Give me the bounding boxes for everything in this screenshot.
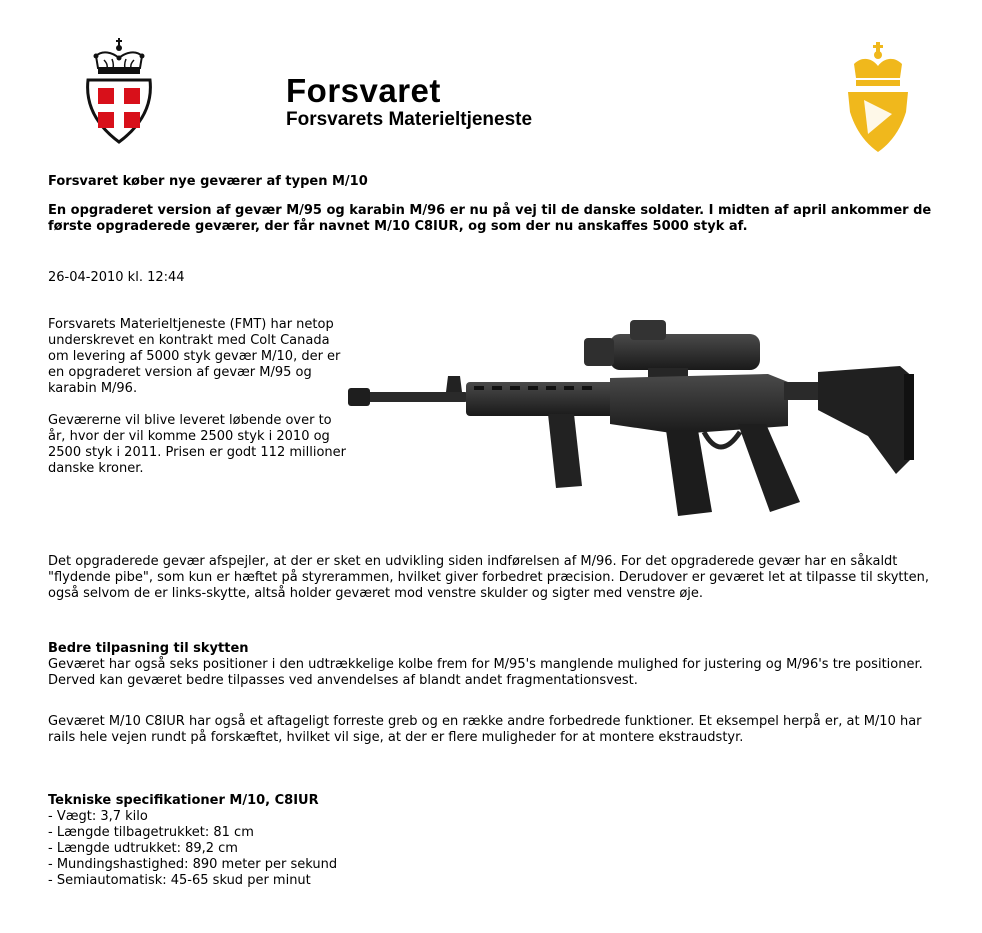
article-title: Forsvaret køber nye geværer af typen M/10 xyxy=(48,174,368,189)
spec-item: - Mundingshastighed: 890 meter per sekund xyxy=(48,857,338,872)
spec-item: - Semiautomatisk: 45-65 skud per minut xyxy=(48,873,311,888)
fmt-gold-crown-shield-logo xyxy=(842,42,914,154)
m10-rifle-image xyxy=(348,316,916,532)
section-fit-text: Geværet har også seks positioner i den udtrækkelige kolbe frem for M/95's manglende mulighed for justering og M/96's tre positioner. Derved kan geværet bedre tilpasses ved anvendelses af blandt andet fragmentationsvest. xyxy=(48,657,923,688)
spec-item: - Længde tilbagetrukket: 81 cm xyxy=(48,825,254,840)
section-fit-heading: Bedre tilpasning til skytten xyxy=(48,641,249,656)
brand-block xyxy=(286,72,533,132)
intro-paragraph-2: Geværerne vil blive leveret løbende over to år, hvor der vil komme 2500 styk i 2010 og 2500 styk i 2011. Prisen er godt 112 millioner danske kroner. xyxy=(48,413,346,476)
org-name: Forsvaret xyxy=(286,72,441,109)
intro-column xyxy=(48,317,348,493)
spec-item: - Længde udtrukket: 89,2 cm xyxy=(48,841,238,856)
specs-list xyxy=(48,809,948,889)
paragraph-features: Geværet M/10 C8IUR har også et aftageligt forreste greb og en række andre forbedrede funktioner. Et eksempel herpå er, at M/10 har rails hele vejen rundt på forskæftet, hvilket vil sige, at der er flere muligheder for at montere ekstraudstyr. xyxy=(48,714,922,745)
spec-item: - Vægt: 3,7 kilo xyxy=(48,809,148,824)
article-date: 26-04-2010 kl. 12:44 xyxy=(48,270,185,285)
specs-heading: Tekniske specifikationer M/10, C8IUR xyxy=(48,793,319,808)
org-unit: Forsvarets Materieltjeneste xyxy=(286,109,533,130)
article-lead: En opgraderet version af gevær M/95 og karabin M/96 er nu på vej til de danske soldater. I midten af april ankommer de første opgraderede geværer, der får navnet M/10 C8IUR, og som der nu anskaffes 5000 styk af. xyxy=(48,203,932,234)
section-fit xyxy=(48,641,948,689)
paragraph-upgrade: Det opgraderede gevær afspejler, at der er sket en udvikling siden indførelsen af M/96. For det opgraderede gevær har en såkaldt "flydende pibe", som kun er hæftet på styrerammen, hvilket giver forbedret præcision. Derudover er geværet let at tilpasse til skytten, også selvom de er links-skytte, altså holder geværet mod venstre skulder og sigter med venstre øje. xyxy=(48,554,929,601)
intro-paragraph-1: Forsvarets Materieltjeneste (FMT) har netop underskrevet en kontrakt med Colt Canada om levering af 5000 styk gevær M/10, der er en opgraderet version af gevær M/95 og karabin M/96. xyxy=(48,317,341,396)
forsvaret-crown-shield-logo xyxy=(74,38,164,146)
specs-section xyxy=(48,793,948,889)
